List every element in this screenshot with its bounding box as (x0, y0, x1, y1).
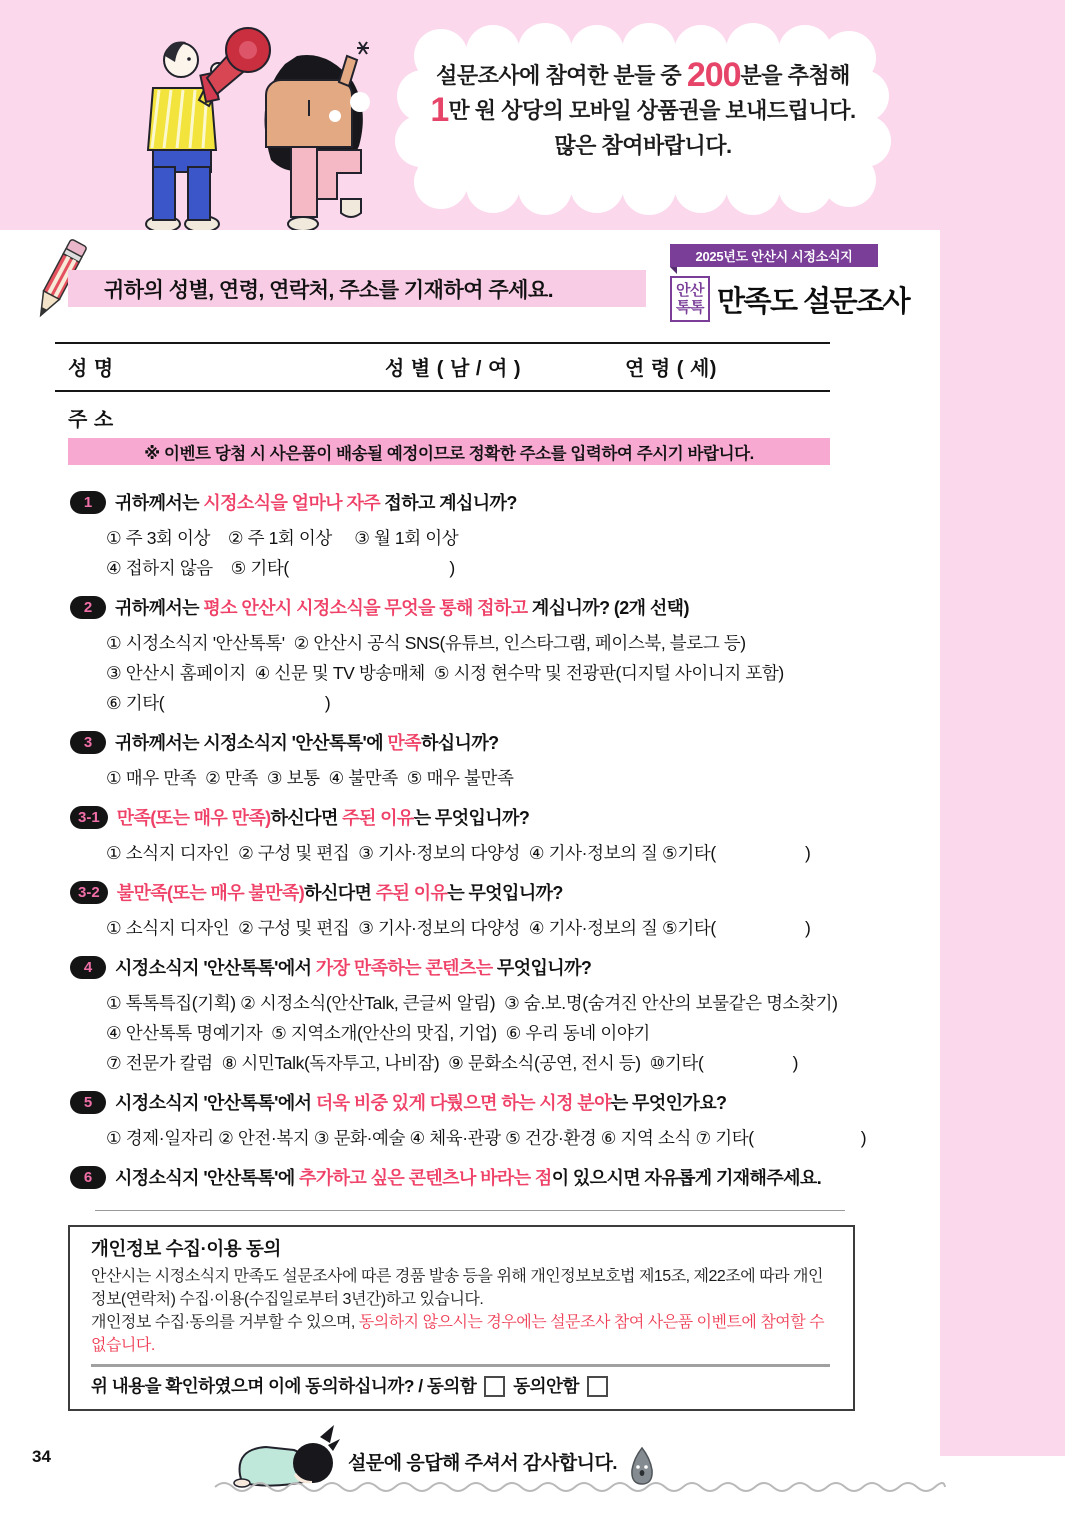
question-number-badge: 1 (70, 491, 106, 514)
text: 개인정보 수집·동의를 거부할 수 있으며, (91, 1314, 359, 1331)
question-head (70, 954, 890, 980)
megaphone-people-illustration (95, 12, 395, 237)
highlighted-text: 만족 (387, 733, 421, 753)
question-options-line: ⑦ 전문가 칼럼 ⑧ 시민Talk(독자투고, 나비잠) ⑨ 문화소식(공연, 전시 등) ⑩기타( ) (106, 1053, 799, 1073)
consent-row (91, 1374, 830, 1399)
text: 시정소식지 '안산톡톡'에서 (115, 1093, 316, 1113)
address-field-label: 주 소 (68, 409, 114, 431)
address-note-bar: ※ 이벤트 당첨 시 사은품이 배송될 예정이므로 정확한 주소를 입력하여 주시기 바랍니다. (68, 438, 830, 465)
text: 는 무엇입니까? (413, 808, 530, 828)
footer (0, 1423, 940, 1513)
text: 시정소식지 '안산톡톡'에 (115, 1168, 300, 1188)
logo-row (670, 276, 910, 322)
question-2 (70, 594, 890, 718)
text: 설문조사에 참여한 분들 중 (436, 63, 687, 88)
privacy-consent-box (68, 1225, 855, 1411)
question-options-line: ① 경제·일자리 ② 안전·복지 ③ 문화·예술 ④ 체육·관광 ⑤ 건강·환경 ⑥ 지역 소식 ⑦ 기타( ) (106, 1128, 867, 1148)
text: 만 원 상당의 모바일 상품권을 보내드립니다. (448, 98, 856, 123)
highlighted-text: 동의하지 않으시는 경우에는 설문조사 참여 사은품 이벤트에 참여할 수 없습니다. (91, 1314, 825, 1354)
question-number-badge: 4 (70, 956, 106, 979)
highlighted-text: 시정소식을 얼마나 자주 (203, 493, 381, 513)
question-1 (70, 489, 890, 583)
bubble-line (400, 58, 886, 93)
question-6 (70, 1164, 890, 1190)
question-options-line: ① 주 3회 이상 ② 주 1회 이상 ③ 월 1회 이상 (106, 528, 459, 548)
header-row (0, 242, 940, 342)
highlighted-text: 주된 이유 (375, 883, 448, 903)
personal-info-form (55, 342, 830, 465)
question-head (70, 1164, 890, 1190)
question-head (70, 1089, 890, 1115)
text: 하신다면 (270, 808, 343, 828)
question-options-line: ④ 접하지 않음 ⑤ 기타( ) (106, 558, 455, 578)
text: 하십니까? (420, 733, 499, 753)
question-options-line: ① 소식지 디자인 ② 구성 및 편집 ③ 기사·정보의 다양성 ④ 기사·정보의 질 ⑤기타( ) (106, 843, 811, 863)
bubble-line (400, 93, 886, 128)
highlighted-text: 가장 만족하는 콘텐츠는 (315, 958, 493, 978)
agree-checkbox[interactable] (484, 1376, 505, 1397)
question-options-line: ⑥ 기타( ) (106, 693, 331, 713)
text: 귀하께서는 시정소식지 '안산톡톡'에 (115, 733, 388, 753)
question-options-line: ④ 안산톡톡 명예기자 ⑤ 지역소개(안산의 맛집, 기업) ⑥ 우리 동네 이야기 (106, 1023, 650, 1043)
page-number: 34 (32, 1447, 51, 1466)
question-number-badge: 3 (70, 731, 106, 754)
question-3-2 (70, 879, 890, 943)
questions (70, 489, 890, 1190)
question-options-line: ① 소식지 디자인 ② 구성 및 편집 ③ 기사·정보의 다양성 ④ 기사·정보의 질 ⑤기타( ) (106, 918, 811, 938)
highlighted-text: 추가하고 싶은 콘텐츠나 바라는 점 (299, 1168, 552, 1188)
title-block (670, 244, 910, 322)
name-field-label: 성 명 (68, 358, 114, 380)
highlighted-text: 200 (686, 56, 741, 94)
bubble-line (400, 128, 886, 163)
question-options-line: ③ 안산시 홈페이지 ④ 신문 및 TV 방송매체 ⑤ 시정 현수막 및 전광판(디지털 사이니지 포함) (106, 663, 784, 683)
highlighted-text: 평소 안산시 시정소식을 무엇을 통해 접하고 (203, 598, 528, 618)
text: 는 무엇입니까? (447, 883, 563, 903)
headline-bar (68, 270, 646, 307)
privacy-para1: 안산시는 시정소식지 만족도 설문조사에 따른 경품 발송 등을 위해 개인정보보호법 제15조, 제22조에 따라 개인정보(연락처) 수집·이용(수집일로부터 3년간)하고 있습니다. (91, 1268, 823, 1308)
content-panel (0, 230, 940, 1474)
question-number-badge: 3-2 (70, 881, 108, 904)
question-options-line: ① 매우 만족 ② 만족 ③ 보통 ④ 불만족 ⑤ 매우 불만족 (106, 768, 514, 788)
question-head (70, 594, 890, 620)
question-title (115, 1164, 821, 1190)
question-4 (70, 954, 890, 1078)
highlighted-text: 더욱 비중 있게 다뤘으면 하는 시정 분야 (315, 1093, 611, 1113)
privacy-title: 개인정보 수집·이용 동의 (91, 1238, 281, 1259)
question-title (115, 729, 499, 755)
question-title (115, 594, 689, 620)
wavy-divider-line (215, 1478, 945, 1494)
highlighted-text: 만족(또는 매우 만족) (116, 808, 271, 828)
ansan-talktalk-logo: 안산 톡톡 (670, 276, 710, 322)
question-title (117, 879, 563, 905)
text: 무엇입니까? (492, 958, 592, 978)
highlighted-text: 주된 이유 (342, 808, 414, 828)
disagree-checkbox[interactable] (587, 1376, 608, 1397)
question-title (117, 804, 530, 830)
headline-text: 귀하의 성별, 연령, 연락처, 주소를 기재하여 주세요. (104, 278, 554, 302)
disagree-label: 동의안함 (513, 1376, 579, 1396)
text: 많은 참여바랍니다. (554, 133, 732, 158)
privacy-para2 (91, 1311, 830, 1357)
text: 접하고 계십니까? (380, 493, 517, 513)
question-head (70, 804, 890, 830)
text: 분을 추첨해 (740, 63, 850, 88)
highlighted-text: 불만족(또는 매우 불만족) (116, 883, 305, 903)
question-number-badge: 6 (70, 1166, 106, 1189)
question-3 (70, 729, 890, 793)
year-ribbon: 2025년도 안산시 시정소식지 (670, 244, 878, 267)
question-number-badge: 2 (70, 596, 106, 619)
text: 시정소식지 '안산톡톡'에서 (115, 958, 316, 978)
question-3-1 (70, 804, 890, 868)
thanks-message: 설문에 응답해 주셔서 감사합니다. (348, 1453, 618, 1474)
page-title: 만족도 설문조사 (717, 285, 910, 318)
prize-bubble-text (400, 58, 886, 163)
question-title (115, 1089, 726, 1115)
text: 귀하께서는 (115, 493, 204, 513)
privacy-divider (91, 1364, 830, 1367)
question-head (70, 729, 890, 755)
name-gender-age-row (55, 344, 830, 392)
highlighted-text: 1 (430, 91, 449, 129)
question-head (70, 489, 890, 515)
question-5 (70, 1089, 890, 1153)
ribbon-fold (670, 267, 677, 274)
text: 는 무엇인가요? (610, 1093, 727, 1113)
text: 하신다면 (304, 883, 376, 903)
text: 귀하께서는 (115, 598, 204, 618)
age-field-label: 연 령 ( 세) (625, 358, 717, 380)
question-options-line: ① 시정소식지 '안산톡톡' ② 안산시 공식 SNS(유튜브, 인스타그램, 페이스북, 블로그 등) (106, 633, 746, 653)
consent-question: 위 내용을 확인하였으며 이에 동의하십니까? / 동의함 (91, 1376, 477, 1396)
text: 이 있으시면 자유롭게 기재해주세요. (551, 1168, 822, 1188)
gender-field-label: 성 별 ( 남 / 여 ) (385, 358, 521, 380)
question-options-line: ① 톡톡특집(기획) ② 시정소식(안산Talk, 큰글씨 알림) ③ 숨.보.명(숨겨진 안산의 보물같은 명소찾기) (106, 993, 838, 1013)
question-number-badge: 5 (70, 1091, 106, 1114)
top-banner (0, 0, 1065, 230)
question-number-badge: 3-1 (70, 806, 108, 829)
question-title (115, 954, 591, 980)
section-divider (95, 1210, 845, 1211)
text: 계십니까? (2개 선택) (527, 598, 689, 618)
question-head (70, 879, 890, 905)
question-title (115, 489, 517, 515)
